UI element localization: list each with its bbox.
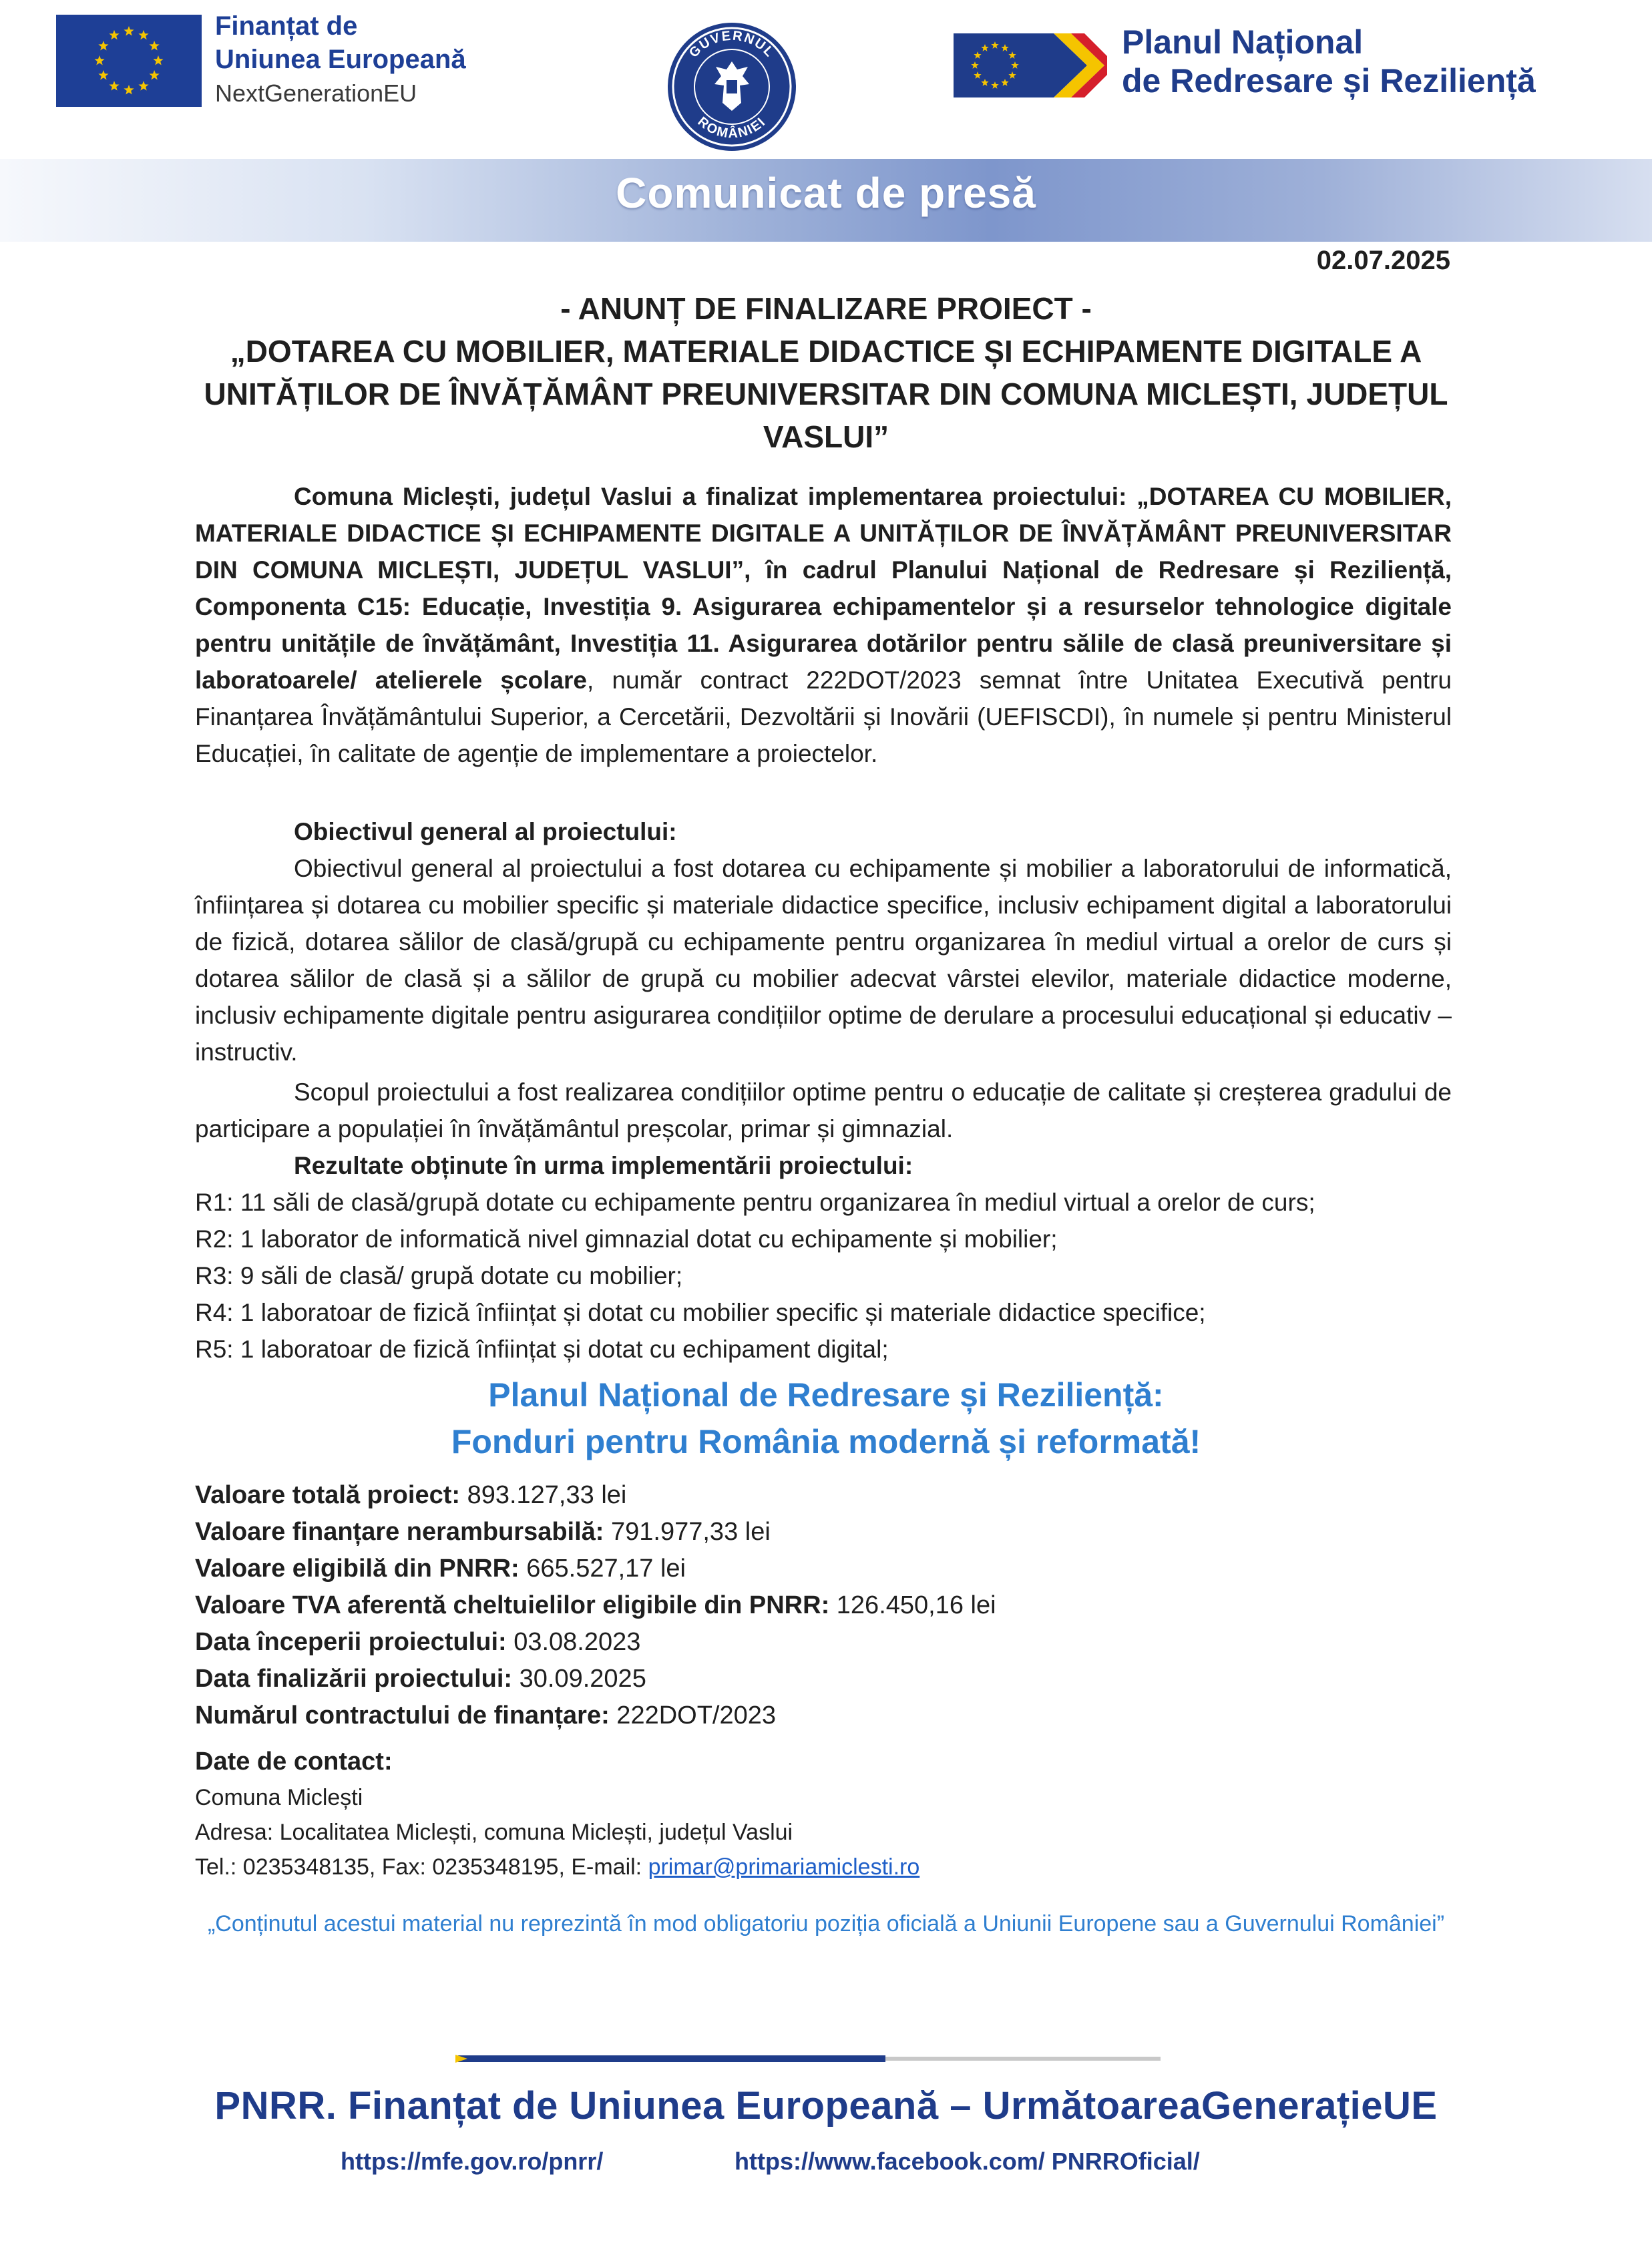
- value-row: [195, 1587, 996, 1624]
- value-label: Valoare finanțare nerambursabilă:: [195, 1518, 604, 1546]
- seal-text-top: GUVERNUL: [686, 28, 778, 61]
- announcement-heading: [200, 287, 1452, 458]
- value-amount: 126.450,16 lei: [829, 1591, 996, 1619]
- value-row: [195, 1661, 996, 1697]
- value-label: Data începerii proiectului:: [195, 1628, 507, 1656]
- project-values: [195, 1477, 996, 1734]
- objective-title: Obiectivul general al proiectului:: [294, 818, 677, 845]
- contact-title: Date de contact:: [195, 1748, 393, 1776]
- footer-title: PNRR. Finanțat de Uniunea Europeană – UrmătoareaGenerațieUE: [214, 2084, 1438, 2127]
- value-amount: 222DOT/2023: [609, 1701, 777, 1729]
- results-list: [195, 1184, 1464, 1368]
- scope-text: Scopul proiectului a fost realizarea condițiilor optime pentru o educație de calitate și creșterea gradului de participare a populației în învățământul preșcolar, primar și gimnazial.: [195, 1078, 1452, 1143]
- intro-bold-text: Comuna Miclești, județul Vaslui a finalizat implementarea proiectului: „DOTAREA CU MOBILIER, MATERIALE DIDACTICE ȘI ECHIPAMENTE DIGITALE A UNITĂȚILOR DE ÎNVĂȚĂMÂNT PREUNIVERSITAR DIN COMUNA MICLEȘTI, JUDEȚUL VASLUI”, în cadrul Planului Național de Redresare și Reziliență, Componenta C15: Educație, Investiția 9. Asigurarea echipamentelor și a resurselor tehnologice digitale pentru unitățile de învățământ, Investiția 11. Asigurarea dotărilor pentru sălile de clasă preuniversitare și laboratoarele/ atelierele școlare: [195, 483, 1452, 694]
- pnrr-title: [1122, 23, 1629, 100]
- email-link[interactable]: primar@primariamiclesti.ro: [648, 1854, 920, 1880]
- eu-flag-logo: [56, 15, 202, 107]
- mfe-link[interactable]: https://mfe.gov.ro/pnrr/: [341, 2148, 604, 2175]
- pnrr-slogan: [0, 1372, 1652, 1465]
- list-item: R1: 11 săli de clasă/grupă dotate cu echipamente pentru organizarea în mediul virtual a orelor de curs;: [195, 1189, 1315, 1216]
- eu-stars-icon: [56, 15, 202, 107]
- list-item: R4: 1 laboratoar de fizică înființat și dotat cu mobilier specific și materiale didactice specifice;: [195, 1299, 1206, 1326]
- objective-text: Obiectivul general al proiectului a fost dotarea cu echipamente și mobilier a laboratorului de informatică, înființarea și dotarea cu mobilier specific și materiale didactice specifice, inclusiv echipament digital a laboratorului de fizică, dotarea sălilor de clasă/grupă cu echipamente pentru organizarea în mediul virtual a orelor de curs și dotarea sălilor de clasă și a sălilor de grupă cu mobilier adecvat vârstei elevilor, materiale didactice moderne, inclusiv echipamente digitale pentru asigurarea condițiilor optime de derulare a procesului educațional și educativ – instructiv.: [195, 855, 1452, 1066]
- contact-phone-line: [195, 1850, 919, 1884]
- release-date: 02.07.2025: [1316, 246, 1450, 275]
- banner-title: Comunicat de presă: [616, 169, 1036, 217]
- government-seal-logo: [665, 20, 799, 154]
- value-row: [195, 1514, 996, 1551]
- eu-line2: Uniunea Europeană: [215, 45, 466, 74]
- intro-paragraph: [195, 478, 1452, 772]
- list-item: R2: 1 laborator de informatică nivel gimnazial dotat cu echipamente și mobilier;: [195, 1225, 1058, 1253]
- value-label: Valoare totală proiect:: [195, 1481, 461, 1509]
- value-row: [195, 1477, 996, 1514]
- value-row: [195, 1551, 996, 1587]
- objective-paragraph: [195, 850, 1452, 1070]
- seal-text-bottom: ROMÂNIEI: [694, 114, 769, 142]
- value-row: [195, 1624, 996, 1661]
- value-amount: 893.127,33 lei: [460, 1481, 627, 1509]
- heading-project-title: „DOTAREA CU MOBILIER, MATERIALE DIDACTICE ȘI ECHIPAMENTE DIGITALE A UNITĂȚILOR DE ÎNVĂȚĂMÂNT PREUNIVERSITAR DIN COMUNA MICLEȘTI, JUDEȚUL VASLUI”: [204, 334, 1448, 454]
- list-item: R5: 1 laboratoar de fizică înființat și dotat cu echipament digital;: [195, 1336, 889, 1363]
- facebook-link[interactable]: https://www.facebook.com/ PNRROficial/: [735, 2148, 1200, 2175]
- value-amount: 665.527,17 lei: [519, 1555, 686, 1583]
- eu-line3: NextGenerationEU: [215, 79, 417, 107]
- disclaimer: „Conținutul acestui material nu reprezintă în mod obligatoriu poziția oficială a Uniunii Europene sau a Guvernului României”: [207, 1911, 1445, 1937]
- pnrr-line1: Planul Național: [1122, 23, 1364, 61]
- scope-paragraph: [195, 1074, 1452, 1147]
- list-item: R3: 9 săli de clasă/ grupă dotate cu mobilier;: [195, 1262, 683, 1289]
- value-row: [195, 1697, 996, 1734]
- eu-line1: Finanțat de: [215, 11, 358, 41]
- value-label: Valoare TVA aferentă cheltuielilor eligibile din PNRR:: [195, 1591, 830, 1619]
- value-amount: 30.09.2025: [512, 1665, 646, 1693]
- value-label: Valoare eligibilă din PNRR:: [195, 1555, 520, 1583]
- heading-line1: - ANUNȚ DE FINALIZARE PROIECT -: [560, 291, 1092, 326]
- intro-normal-text: , număr contract 222DOT/2023 semnat între Unitatea Executivă pentru Finanțarea Învățământului Superior, a Cercetării, Dezvoltării și Inovării (UEFISCDI), în numele și pentru Ministerul Educației, în calitate de agenție de implementare a proiectelor.: [195, 666, 1452, 767]
- footer-divider: [458, 2055, 1161, 2062]
- value-amount: 791.977,33 lei: [604, 1518, 771, 1546]
- eu-funding-label: [215, 9, 549, 111]
- contact-phone: Tel.: 0235348135, Fax: 0235348195, E-mail:: [195, 1854, 648, 1880]
- slogan-line2: Fonduri pentru România modernă și reformată!: [451, 1423, 1201, 1460]
- value-label: Numărul contractului de finanțare:: [195, 1701, 610, 1729]
- slogan-line1: Planul Național de Redresare și Reziliență:: [488, 1376, 1164, 1414]
- pnrr-line2: de Redresare și Reziliență: [1122, 62, 1536, 99]
- results-title: Rezultate obținute în urma implementării proiectului:: [294, 1152, 913, 1179]
- value-label: Data finalizării proiectului:: [195, 1665, 513, 1693]
- contact-address: Adresa: Localitatea Miclești, comuna Miclești, județul Vaslui: [195, 1820, 793, 1845]
- contact-section: [195, 1743, 919, 1884]
- value-amount: 03.08.2023: [506, 1628, 641, 1656]
- pnrr-logo: [954, 27, 1107, 104]
- contact-name: Comuna Miclești: [195, 1785, 363, 1810]
